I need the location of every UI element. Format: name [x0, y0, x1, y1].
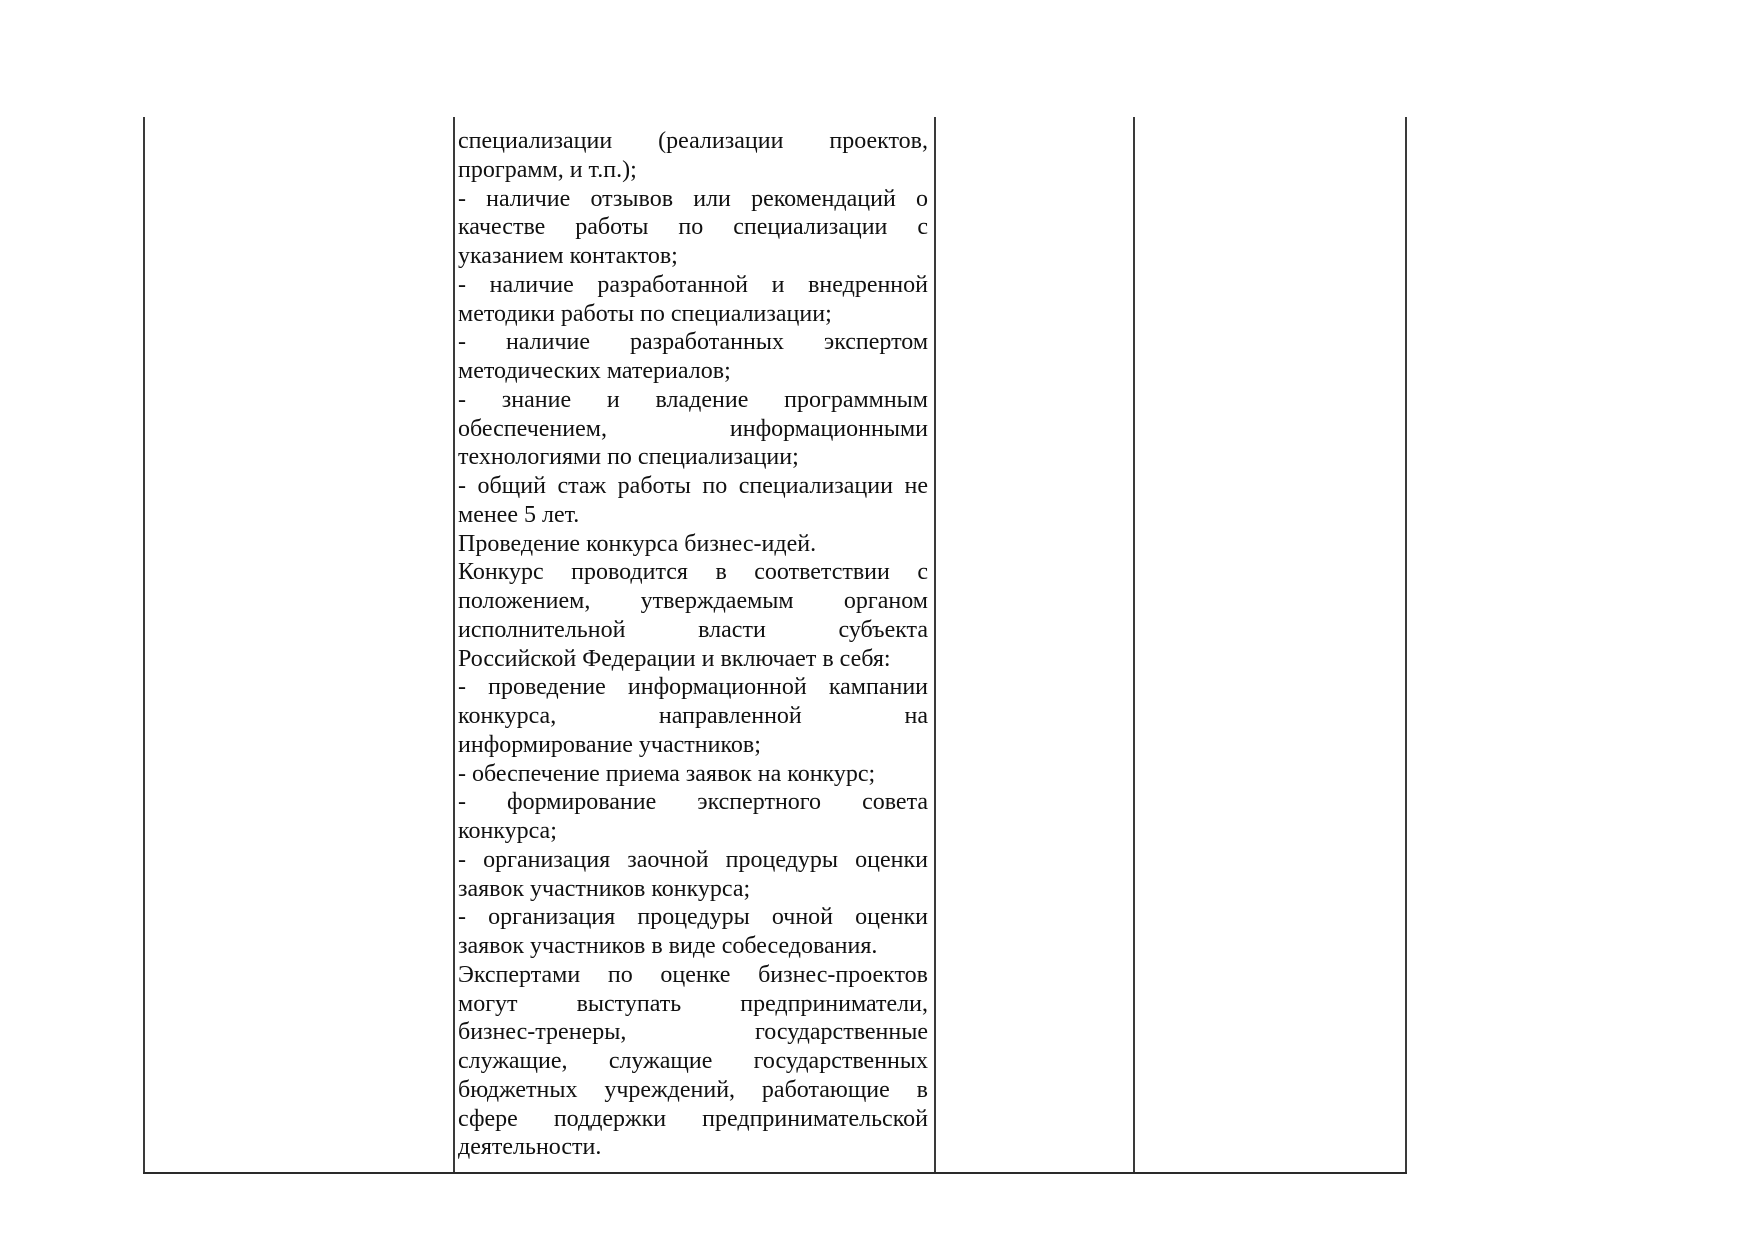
text-line: заявок участников в виде собеседования. — [458, 933, 878, 959]
text-line: - общий стаж работы по специализации не — [458, 473, 928, 499]
table-cell-col2-text — [458, 127, 928, 1162]
text-line: технологиями по специализации; — [458, 444, 799, 471]
text-line: - наличие разработанных экспертом — [458, 329, 928, 356]
text-line: Конкурс проводится в соответствии с — [458, 559, 928, 586]
text-line: Экспертами по оценке бизнес-проектов — [458, 961, 928, 988]
text-line: программ, и т.п.); — [458, 156, 637, 183]
column-divider-1 — [453, 117, 455, 1173]
text-line: - наличие разработанной и внедренной — [458, 271, 928, 298]
text-line: информирование участников; — [458, 731, 761, 758]
text-line: бюджетных учреждений, работающие в — [458, 1076, 928, 1103]
requirements-table — [143, 117, 1405, 1173]
text-line: обеспечением, информационными — [458, 415, 928, 442]
text-line: менее 5 лет. — [458, 501, 580, 528]
text-line: специализации (реализации проектов, — [458, 128, 928, 154]
text-line: методики работы по специализации; — [458, 300, 832, 327]
text-line: деятельности. — [458, 1134, 602, 1161]
text-line: указанием контактов; — [458, 243, 678, 269]
text-line: - проведение информационной кампании — [458, 674, 928, 701]
text-line: - организация процедуры очной оценки — [458, 904, 928, 931]
text-line: могут выступать предприниматели, — [458, 990, 928, 1017]
text-line: заявок участников конкурса; — [458, 875, 751, 902]
text-line: - знание и владение программным — [458, 386, 928, 413]
text-line: положением, утверждаемым органом — [458, 588, 928, 614]
text-line: сфере поддержки предпринимательской — [458, 1105, 928, 1132]
text-line: конкурса; — [458, 818, 557, 844]
text-line: методических материалов; — [458, 358, 731, 384]
text-line: служащие, служащие государственных — [458, 1048, 928, 1074]
text-line: конкурса, направленной на — [458, 703, 928, 729]
text-line: качестве работы по специализации с — [458, 214, 928, 241]
text-line: - наличие отзывов или рекомендаций о — [458, 185, 928, 212]
table-cell-col3 — [936, 117, 1133, 1173]
text-line: - организация заочной процедуры оценки — [458, 846, 928, 873]
text-line: - обеспечение приема заявок на конкурс; — [458, 760, 876, 787]
text-line: бизнес-тренеры, государственные — [458, 1019, 928, 1046]
text-line: исполнительной власти субъекта — [458, 616, 928, 643]
text-line: Российской Федерации и включает в себя: — [458, 645, 891, 672]
table-cell-col1 — [145, 117, 453, 1173]
text-line: - формирование экспертного совета — [458, 789, 928, 816]
text-line: Проведение конкурса бизнес-идей. — [458, 530, 817, 557]
table-border-right — [1405, 117, 1407, 1173]
table-cell-col4 — [1135, 117, 1405, 1173]
